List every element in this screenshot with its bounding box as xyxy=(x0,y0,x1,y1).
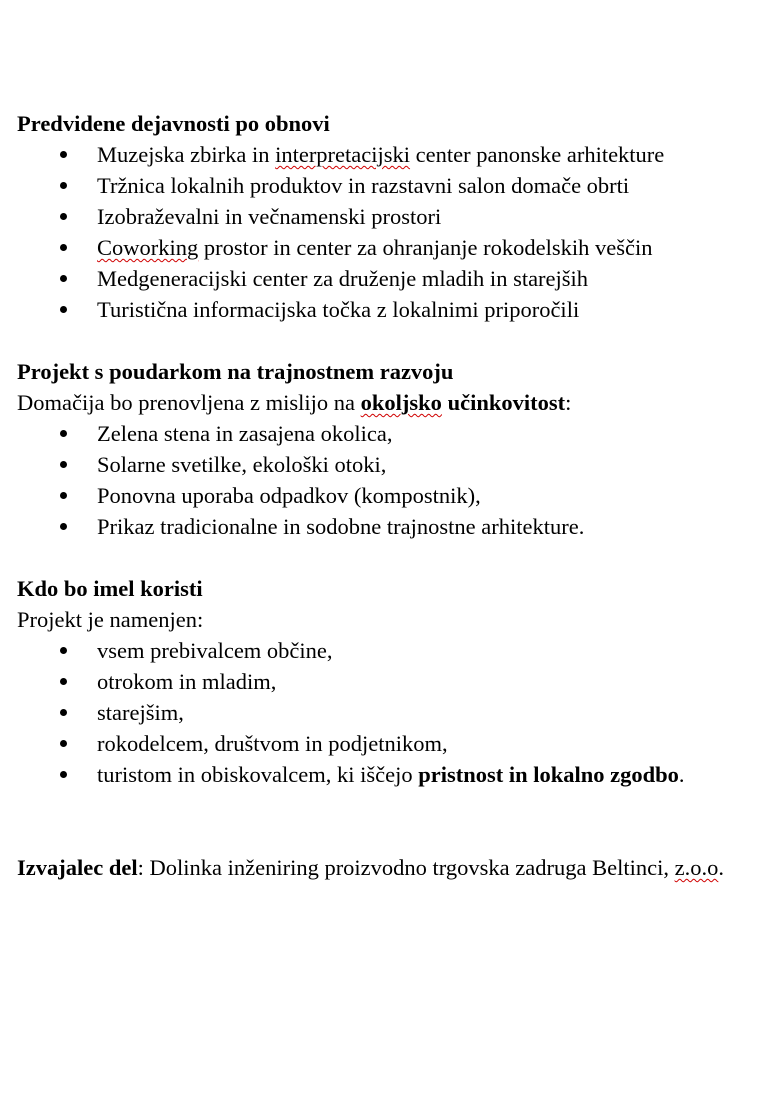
list-item: Turistična informacijska točka z lokalnimi priporočili xyxy=(17,294,745,325)
bullet-icon xyxy=(57,449,77,468)
list-item: Solarne svetilke, ekološki otoki, xyxy=(17,449,745,480)
bullet-icon xyxy=(57,728,77,747)
spelling-flag: okoljsko xyxy=(360,390,442,415)
section-heading-beneficiaries: Kdo bo imel koristi xyxy=(17,576,203,601)
beneficiaries-list xyxy=(17,635,745,790)
list-item: Muzejska zbirka in interpretacijski center panonske arhitekture xyxy=(17,139,745,170)
document-page xyxy=(17,108,745,883)
bullet-icon xyxy=(57,480,77,499)
bullet-icon xyxy=(57,201,77,220)
blank-lines xyxy=(17,790,745,852)
bullet-icon xyxy=(57,232,77,251)
activities-list xyxy=(17,139,745,325)
bullet-icon xyxy=(57,139,77,158)
contractor-label: Izvajalec del xyxy=(17,855,138,880)
list-item: Izobraževalni in večnamenski prostori xyxy=(17,201,745,232)
list-item: turistom in obiskovalcem, ki iščejo pristnost in lokalno zgodbo. xyxy=(17,759,745,790)
bullet-icon xyxy=(57,666,77,685)
bullet-icon xyxy=(57,263,77,282)
list-item: vsem prebivalcem občine, xyxy=(17,635,745,666)
list-item: otrokom in mladim, xyxy=(17,666,745,697)
blank-line xyxy=(17,542,745,573)
contractor-paragraph: Izvajalec del: Dolinka inženiring proizvodno trgovska zadruga Beltinci, z.o.o. xyxy=(17,855,724,880)
spelling-flag: interpretacijski xyxy=(275,142,411,167)
list-item: Ponovna uporaba odpadkov (kompostnik), xyxy=(17,480,745,511)
bullet-icon xyxy=(57,759,77,778)
sustainability-intro: Domačija bo prenovljena z mislijo na okoljsko učinkovitost: xyxy=(17,390,572,415)
list-item: starejšim, xyxy=(17,697,745,728)
section-heading-activities: Predvidene dejavnosti po obnovi xyxy=(17,111,330,136)
section-heading-sustainability: Projekt s poudarkom na trajnostnem razvoju xyxy=(17,359,454,384)
beneficiaries-intro: Projekt je namenjen: xyxy=(17,607,204,632)
spelling-flag: Coworking xyxy=(97,235,199,260)
list-item: rokodelcem, društvom in podjetnikom, xyxy=(17,728,745,759)
bullet-icon xyxy=(57,511,77,530)
list-item: Prikaz tradicionalne in sodobne trajnostne arhitekture. xyxy=(17,511,745,542)
sustainability-list xyxy=(17,418,745,542)
bullet-icon xyxy=(57,294,77,313)
list-item: Medgeneracijski center za druženje mladih in starejših xyxy=(17,263,745,294)
bullet-icon xyxy=(57,170,77,189)
spelling-flag: z.o.o xyxy=(674,855,719,880)
blank-line xyxy=(17,325,745,356)
list-item: Coworking prostor in center za ohranjanje rokodelskih veščin xyxy=(17,232,745,263)
bullet-icon xyxy=(57,697,77,716)
list-item: Zelena stena in zasajena okolica, xyxy=(17,418,745,449)
list-item: Tržnica lokalnih produktov in razstavni salon domače obrti xyxy=(17,170,745,201)
bullet-icon xyxy=(57,635,77,654)
bullet-icon xyxy=(57,418,77,437)
